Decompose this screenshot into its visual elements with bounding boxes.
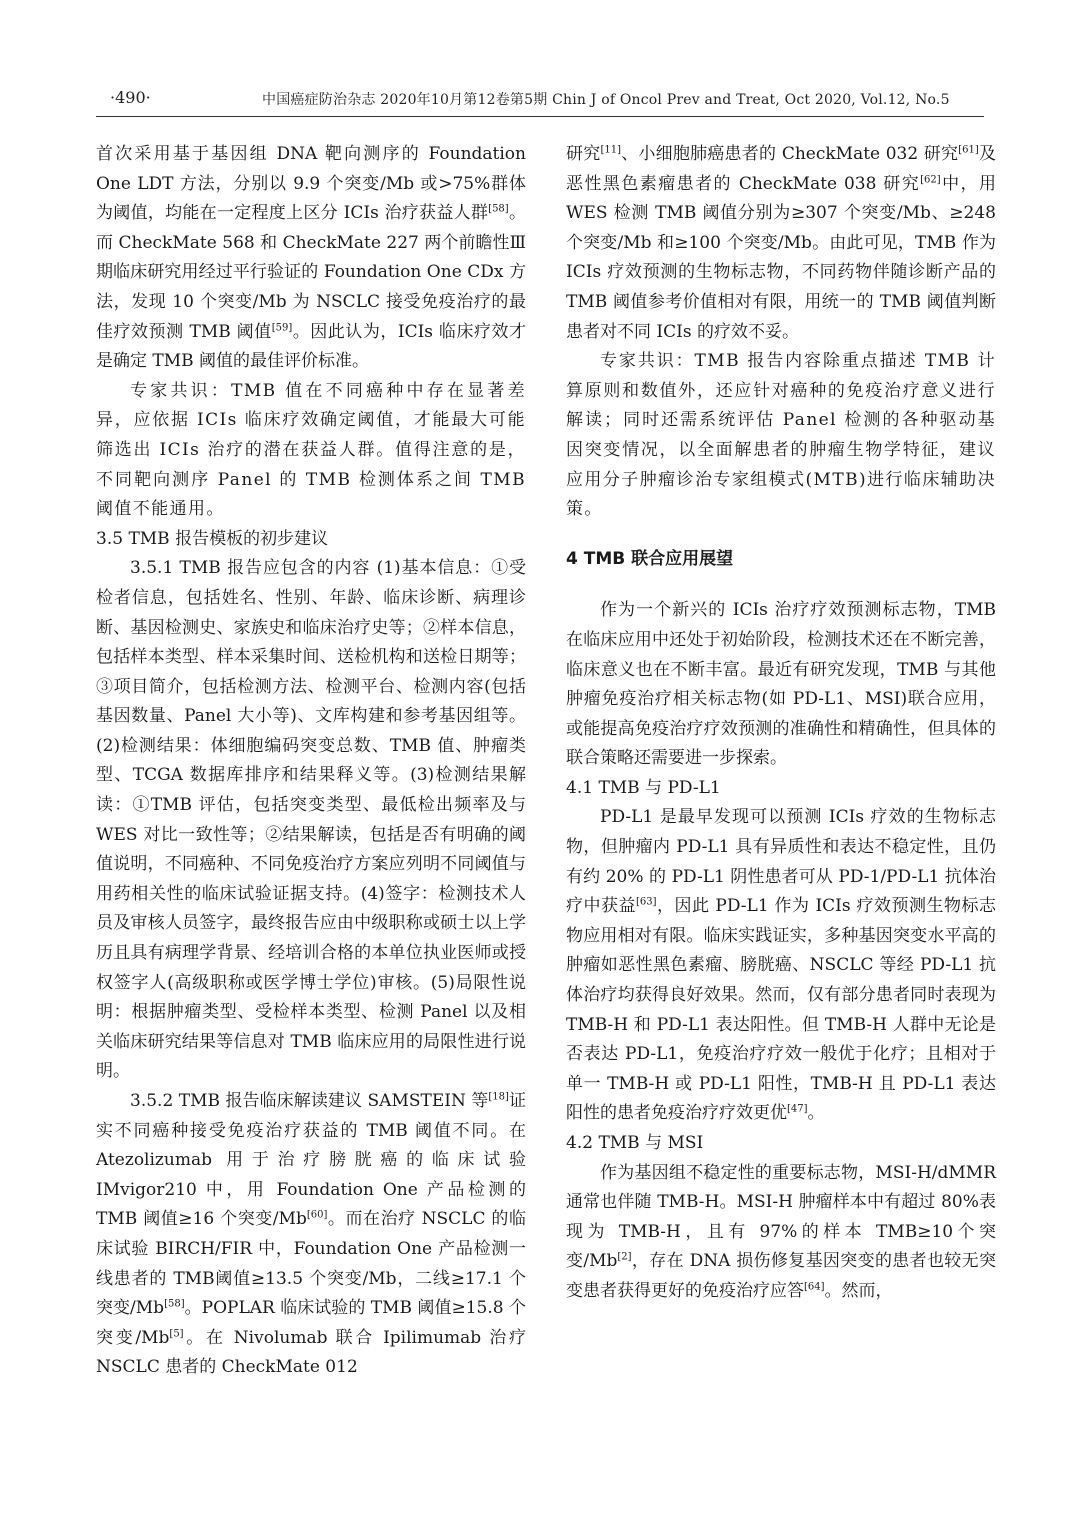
left-column xyxy=(96,140,526,1383)
paragraph-3-5-1: 3.5.1 TMB 报告应包含的内容 (1)基本信息：①受检者信息，包括姓名、性别、年龄、临床诊断、病理诊断、基因检测史、家族史和临床治疗史等；②样本信息，包括样本类型、样本采集时间、送检机构和送检日期等；③项目简介，包括检测方法、检测平台、检测内容(包括基因数量、Panel 大小等)、文库构建和参考基因组等。(2)检测结果：体细胞编码突变总数、TMB 值、肿瘤类型、TCGA 数据库排序和结果释义等。(3)检测结果解读：①TMB 评估，包括突变类型、最低检出频率及与 WES 对比一致性等；②结果解读，包括是否有明确的阈值说明，不同癌种、不同免疫治疗方案应列明不同阈值与用药相关性的临床试验证据支持。(4)签字：检测技术人员及审核人员签字，最终报告应由中级职称或硕士以上学历且具有病理学背景、经培训合格的本单位执业医师或授权签字人(高级职称或医学博士学位)审核。(5)局限性说明：根据肿瘤类型、受检样本类型、检测 Panel 以及相关临床研究结果等信息对 TMB 临床应用的局限性进行说明。 xyxy=(96,558,526,1082)
paragraph: 研究[11]、小细胞肺癌患者的 CheckMate 032 研究[61]及恶性黑色素瘤患者的 CheckMate 038 研究[62]中，用 WES 检测 TMB 阈值分别为≥307 个突变/Mb、≥248 个突变/Mb 和≥100 个突变/Mb。由此可见，TMB 作为 ICIs 疗效预测的生物标志物，不同药物伴随诊断产品的 TMB 阈值参考价值相对有限，用统一的 TMB 阈值判断患者对不同 ICIs 的疗效不妥。 xyxy=(566,144,997,342)
paragraph: 作为基因组不稳定性的重要标志物，MSI-H/dMMR 通常也伴随 TMB-H。MSI-H 肿瘤样本中有超过 80%表现为 TMB-H，且有 97%的样本 TMB≥10个突变/Mb[2]，存在 DNA 损伤修复基因突变的患者也较无突变患者获得更好的免疫治疗应答[64]。然而， xyxy=(566,1162,996,1301)
page-number: ·490· xyxy=(110,88,151,107)
citation: [58] xyxy=(164,1298,185,1310)
section-heading-4-1: 4.1 TMB 与 PD-L1 xyxy=(566,777,721,798)
citation: [61] xyxy=(958,144,979,156)
citation: [11] xyxy=(600,144,621,156)
citation: [58] xyxy=(488,203,509,215)
paragraph: 作为一个新兴的 ICIs 治疗疗效预测标志物，TMB 在临床应用中还处于初始阶段，检测技术还在不断完善，临床意义也在不断丰富。最近有研究发现，TMB 与其他肿瘤免疫治疗相关标志物(如 PD-L1、MSI)联合应用，或能提高免疫治疗疗效预测的准确性和精确性，但具体的联合策略还需要进一步探索。 xyxy=(566,600,996,769)
expert-consensus: 专家共识：TMB 报告内容除重点描述 TMB 计算原则和数值外，还应针对癌种的免疫治疗意义进行解读；同时还需系统评估 Panel 检测的各种驱动基因突变情况，以全面解患者的肿瘤生物学特征，建议应用分子肿瘤诊治专家组模式(MTB)进行临床辅助决策。 xyxy=(566,351,996,520)
citation: [47] xyxy=(787,1103,808,1115)
paragraph: PD-L1 是最早发现可以预测 ICIs 疗效的生物标志物，但肿瘤内 PD-L1 具有异质性和表达不稳定性，且仍有约 20% 的 PD-L1 阴性患者可从 PD-1/PD-L1 抗体治疗中获益[63]，因此 PD-L1 作为 ICIs 疗效预测生物标志物应用相对有限。临床实践证实，多种基因突变水平高的肿瘤如恶性黑色素瘤、膀胱癌、NSCLC 等经 PD-L1 抗体治疗均获得良好效果。然而，仅有部分患者同时表现为 TMB-H 和 PD-L1 表达阳性。但 TMB-H 人群中无论是否表达 PD-L1，免疫治疗疗效一般优于化疗；且相对于单一 TMB-H 或 PD-L1 阳性，TMB-H 且 PD-L1 表达阳性的患者免疫治疗疗效更优[47]。 xyxy=(566,807,997,1124)
citation: [62] xyxy=(920,173,941,185)
right-column xyxy=(566,140,996,1307)
section-heading-4: 4 TMB 联合应用展望 xyxy=(566,548,734,569)
header-rule xyxy=(96,116,984,117)
paragraph: 首次采用基于基因组 DNA 靶向测序的 Foundation One LDT 方法，分别以 9.9 个突变/Mb 或>75%群体为阈值，均能在一定程度上区分 ICIs 治疗获益人群[58]。而 CheckMate 568 和 CheckMate 227 两个前瞻性Ⅲ期临床研究用经过平行验证的 Foundation One CDx 方法，发现 10 个突变/Mb 为 NSCLC 接受免疫治疗的最佳疗效预测 TMB 阈值[59]。因此认为，ICIs 临床疗效才是确定 TMB 阈值的最佳评价标准。 xyxy=(96,144,526,372)
journal-citation: 中国癌症防治杂志 2020年10月第12卷第5期 Chin J of Oncol Prev and Treat, Oct 2020, Vol.12, No.5 xyxy=(262,92,950,108)
citation: [2] xyxy=(617,1251,632,1263)
citation: [60] xyxy=(306,1209,328,1221)
citation: [63] xyxy=(636,896,657,908)
expert-consensus: 专家共识：TMB 值在不同癌种中存在显著差异，应依据 ICIs 临床疗效确定阈值，才能最大可能筛选出 ICIs 治疗的潜在获益人群。值得注意的是，不同靶向测序 Panel 的 TMB 检测体系之间 TMB 阈值不能通用。 xyxy=(96,380,526,520)
section-heading-4-2: 4.2 TMB 与 MSI xyxy=(566,1133,704,1153)
citation: [64] xyxy=(804,1281,825,1293)
citation: [59] xyxy=(271,321,293,333)
page-header xyxy=(102,88,978,114)
section-heading-3-5: 3.5 TMB 报告模板的初步建议 xyxy=(96,528,329,549)
citation: [18] xyxy=(488,1091,509,1103)
citation: [5] xyxy=(169,1328,184,1340)
paragraph-3-5-2: 3.5.2 TMB 报告临床解读建议 SAMSTEIN 等[18]证实不同癌种接受免疫治疗获益的 TMB 阈值不同。在 Atezolizumab 用于治疗膀胱癌的临床试验 IMvigor210 中，用 Foundation One 产品检测的 TMB 阈值≥16 个突变/Mb[60]。而在治疗 NSCLC 的临床试验 BIRCH/FIR 中，Foundation One 产品检测一线患者的 TMB阈值≥13.5 个突变/Mb，二线≥17.1 个突变/Mb[58]。POPLAR 临床试验的 TMB 阈值≥15.8 个突变/Mb[5]。在 Nivolumab 联合 Ipilimumab 治疗 NSCLC 患者的 CheckMate 012 xyxy=(96,1091,526,1378)
